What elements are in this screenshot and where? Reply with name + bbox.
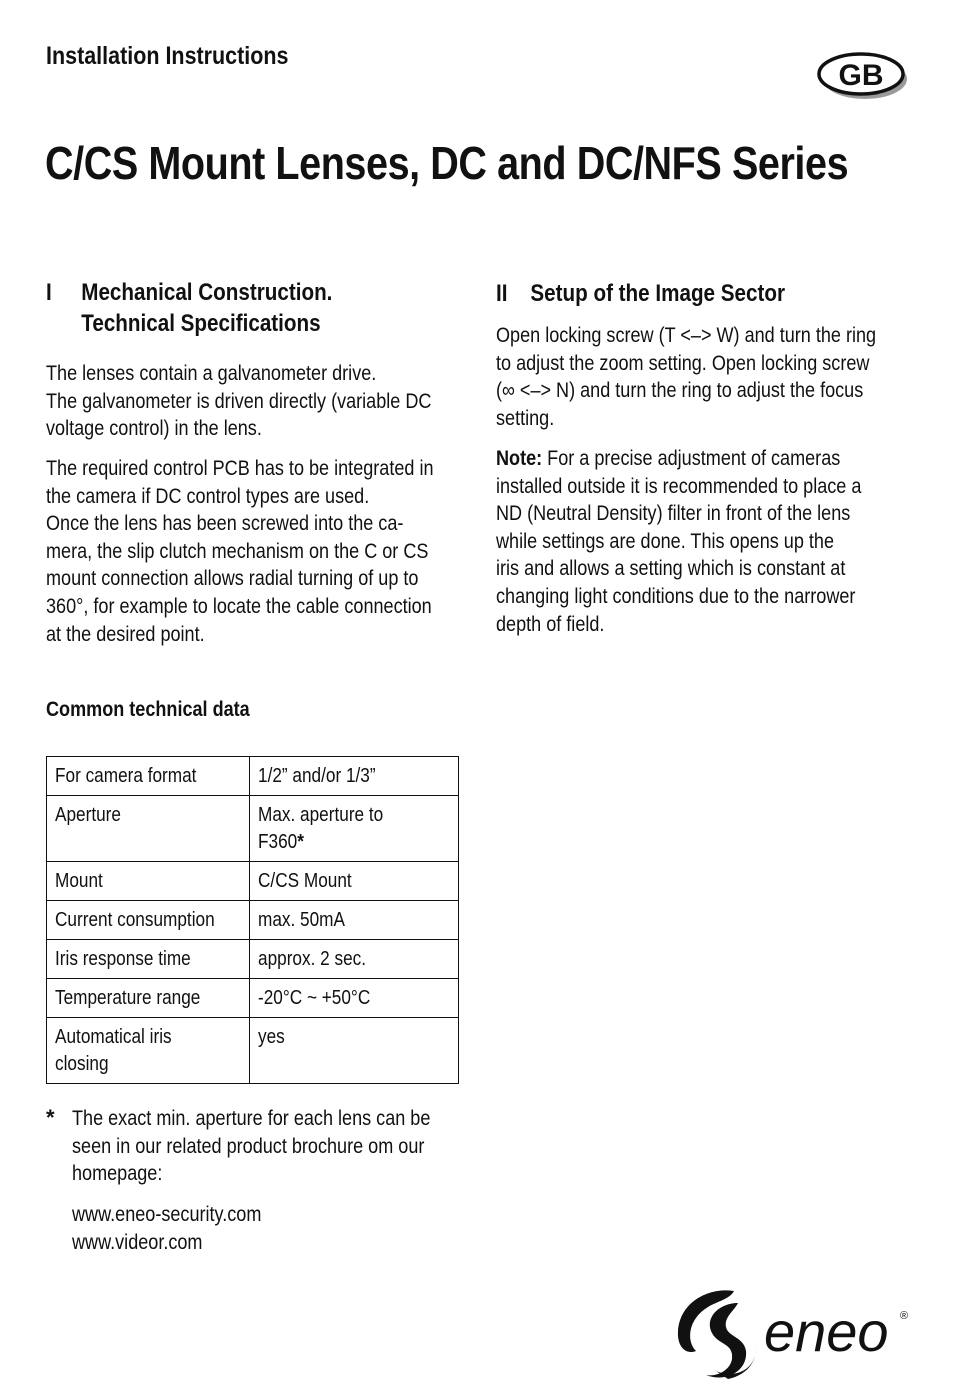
cell-text: Mount [55,870,103,892]
text-line: The lenses contain a galvanometer drive. [46,362,377,385]
table-row [47,757,459,796]
section-1-number: I [46,279,52,306]
cell-line: Max. aperture to [258,804,384,826]
section-2-note [496,445,861,638]
table-row [47,940,459,979]
table-cell-value [250,862,459,901]
cell-text: Aperture [55,804,121,826]
text-line: voltage control) in the lens. [46,417,262,441]
text-line: seen in our related product brochure om our [72,1134,425,1158]
section-1-paragraph-1 [46,360,431,443]
table-row [47,1018,459,1084]
website-links [72,1201,261,1256]
table-cell-value [250,1018,459,1084]
note-first-line [496,445,861,473]
section-2-paragraph-1 [496,322,876,432]
cell-text [55,1024,172,1078]
table-cell-label [47,757,250,796]
text-line: mera, the slip clutch mechanism on the C or CS [46,539,429,563]
section-2-number: II [496,280,508,307]
table-cell-value [250,757,459,796]
cell-text: -20°C ~ +50°C [258,987,371,1009]
cell-text [258,802,383,856]
cell-text: Iris response time [55,948,191,970]
text-line: to adjust the zoom setting. Open locking screw [496,351,870,375]
section-1-heading-line-1: Mechanical Construction. [81,279,333,306]
cell-text: 1/2” and/or 1/3” [258,765,376,787]
text-line: mount connection allows radial turning of up to [46,567,419,591]
cell-text: C/CS Mount [258,870,352,892]
eneo-logo [676,1285,912,1383]
table-title: Common technical data [46,698,250,721]
text-line: setting. [496,406,555,430]
text-line: The required control PCB has to be integrated in [46,457,434,480]
link-videor[interactable]: www.videor.com [72,1230,203,1254]
text-line: the camera if DC control types are used. [46,484,370,508]
table-cell-value [250,940,459,979]
header-label: Installation Instructions [46,42,289,70]
text-line: Open locking screw (T <–> W) and turn the ring [496,324,877,347]
note-label: Note: [496,447,543,470]
text-line: For a precise adjustment of cameras [542,447,841,470]
eneo-swirl-icon [678,1290,756,1379]
cell-text: Temperature range [55,987,201,1009]
text-line: installed outside it is recommended to place a [496,474,862,498]
table-cell-value [250,901,459,940]
footnote-marker: * [46,1105,55,1130]
text-line: changing light conditions due to the narrower [496,584,856,608]
text-line: depth of field. [496,612,605,636]
text-line: while settings are done. This opens up the [496,529,835,553]
text-line: iris and allows a setting which is constant at [496,557,846,581]
text-line: homepage: [72,1162,163,1186]
cell-text: Current consumption [55,909,215,931]
page-title: C/CS Mount Lenses, DC and DC/NFS Series [45,137,849,189]
table-cell-label [47,1018,250,1084]
logo-wordmark: eneo [764,1300,889,1363]
section-1-heading-line-2: Technical Specifications [81,310,321,337]
footnote-marker: * [297,831,304,853]
section-1-paragraph-2 [46,455,434,648]
table-cell-value [250,979,459,1018]
registered-mark: ® [900,1310,909,1322]
table-cell-label [47,901,250,940]
text-line: The galvanometer is driven directly (variable DC [46,389,432,413]
cell-text: approx. 2 sec. [258,948,367,970]
text-line: at the desired point. [46,622,205,646]
section-2-heading-text: Setup of the Image Sector [530,280,786,307]
footnote-text [72,1105,430,1188]
table-cell-label [47,862,250,901]
text-line: The exact min. aperture for each lens can be [72,1107,431,1130]
section-2-heading [496,278,840,310]
cell-text: max. 50mA [258,909,345,931]
table-cell-label [47,796,250,862]
cell-text: For camera format [55,765,197,787]
badge-text: GB [838,59,884,92]
country-badge-gb [816,50,910,102]
table-row [47,862,459,901]
table-cell-label [47,940,250,979]
table-row [47,901,459,940]
table-cell-value [250,796,459,862]
text-line: (∞ <–> N) and turn the ring to adjust the focus [496,379,864,403]
table-row [47,979,459,1018]
text-line: 360°, for example to locate the cable connection [46,594,432,618]
table-row [47,796,459,862]
table-cell-label [47,979,250,1018]
technical-data-table [46,756,459,1084]
text-line: ND (Neutral Density) filter in front of the lens [496,502,851,526]
cell-line: closing [55,1053,109,1075]
link-eneo-security[interactable]: www.eneo-security.com [72,1203,262,1226]
section-1-heading [46,277,390,341]
cell-line: F360 [258,831,298,853]
cell-text: yes [258,1026,285,1048]
text-line: Once the lens has been screwed into the ca- [46,512,404,536]
cell-line: Automatical iris [55,1026,172,1048]
